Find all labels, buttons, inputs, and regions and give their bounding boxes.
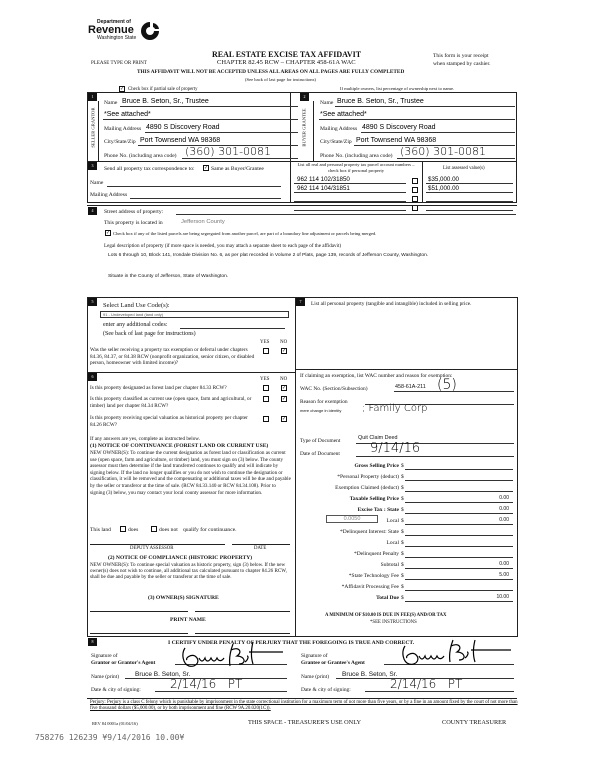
section-number: 2 — [300, 93, 309, 101]
currency-symbol: $ — [401, 562, 404, 568]
assessed-value: $35,000.00 — [428, 176, 459, 183]
wac-input[interactable]: 458-61A-211 — [395, 384, 426, 390]
tax-row-value: 10.00 — [496, 594, 509, 600]
treasurer-space-label: THIS SPACE - TREASURER'S USE ONLY — [248, 719, 361, 726]
tax-row-input[interactable] — [405, 495, 513, 503]
document-type-label: Type of Document — [300, 438, 341, 444]
located-in-label: This property is located in — [104, 220, 163, 226]
does-checkbox[interactable] — [120, 526, 126, 532]
tax-row-label: Gross Selling Price — [354, 463, 399, 469]
section-number: 7 — [296, 298, 305, 306]
deputy-assessor-label: DEPUTY ASSESSOR — [130, 546, 174, 551]
forest-no-checkbox[interactable]: ✓ — [282, 386, 287, 391]
tax-row-value: 5.00 — [499, 572, 509, 578]
buyer-see-attached[interactable]: *See attached* — [320, 111, 367, 118]
historic-no-checkbox[interactable]: ✓ — [282, 417, 287, 422]
label: Phone No. (including area code) — [104, 153, 177, 159]
legal-description-label: Legal description of property (if more space is needed, you may attach a separate sheet to each page of the affidavit) — [104, 243, 342, 249]
buyer-city-state-zip[interactable]: Port Townsend WA 98368 — [356, 137, 437, 144]
tax-row-label: *Personal Property (deduct) — [337, 474, 399, 480]
label: Name — [320, 100, 334, 106]
seller-name[interactable]: Bruce B. Seton, Sr., Trustee — [122, 98, 209, 105]
buyer-mailing-address[interactable]: 4890 S Discovery Road — [362, 124, 436, 131]
tax-row-input[interactable] — [405, 484, 513, 492]
current-use-no-checkbox[interactable]: ✓ — [282, 397, 287, 402]
parcel-number-input[interactable] — [294, 185, 406, 193]
personal-property-label: List all personal property (tangible and intangible) included in selling price. — [311, 301, 472, 307]
tax-row-input[interactable] — [405, 473, 513, 481]
assessed-value-header: List assessed value(s) — [443, 166, 485, 171]
additional-codes-input[interactable] — [180, 321, 285, 329]
notice-compliance-text: NEW OWNER(S): To continue special valuation as historic property, sign (3) below. If the new owner(s) does not wish to continue, all additional tax calculated pursuant to chapter 84.26 RCW, shall be due and payable by the seller or transferor at the time of sale. — [90, 562, 287, 580]
exemption-no-checkbox[interactable]: ✓ — [282, 349, 287, 354]
currency-symbol: $ — [401, 551, 404, 557]
partial-sale-label: Check box if partial sale of property — [128, 87, 198, 92]
personal-property-checkbox[interactable] — [412, 196, 418, 202]
logo-state: Washington State — [97, 35, 137, 41]
label: Grantor or Grantor's Agent — [91, 660, 156, 666]
reason-label: Reason for exemption — [300, 399, 348, 405]
land-use-label: Select Land Use Code(s): — [103, 302, 170, 309]
logo-dept: Department of — [97, 19, 131, 25]
tax-row-value — [509, 484, 513, 490]
exemption-label: If claiming an exemption, list WAC number and reason for exemption: — [300, 373, 453, 379]
if-any-note: If any answers are yes, complete as instructed below. — [90, 436, 201, 442]
tax-row-value — [509, 473, 513, 479]
multiple-owners-note: If multiple owners, list percentage of ownership next to name. — [340, 86, 455, 91]
label: Name — [104, 100, 118, 106]
currency-symbol: $ — [401, 463, 404, 469]
tax-row-value: 0.00 — [499, 495, 509, 501]
buyer-name[interactable]: Bruce B. Seton, Sr., Trustee — [337, 98, 424, 105]
same-as-buyer-label: Same as Buyer/Grantee — [211, 166, 264, 172]
personal-property-checkbox[interactable] — [412, 178, 418, 184]
grantee-date-city[interactable]: 2/14/16 PT — [390, 677, 463, 691]
label: Mailing Address — [90, 192, 128, 198]
tax-row-label: Local — [386, 540, 399, 546]
parcel-number-input[interactable] — [294, 176, 406, 184]
correspondence-address-input[interactable] — [130, 191, 281, 199]
tax-row-input[interactable] — [405, 550, 513, 558]
tax-row-value — [509, 550, 513, 556]
currency-symbol: $ — [401, 529, 404, 535]
tax-row-label: Exemption Claimed (deduct) — [335, 485, 399, 491]
partial-sale-checkbox[interactable]: ✓ — [120, 87, 125, 92]
tax-row-value — [509, 528, 513, 534]
form-title: REAL ESTATE EXCISE TAX AFFIDAVIT — [212, 50, 362, 59]
tax-row-label: *Delinquent Interest: State — [340, 529, 399, 535]
notice-continuance-title: (1) NOTICE OF CONTINUANCE (FOREST LAND OR CURRENT USE) — [90, 443, 269, 449]
document-date-input[interactable]: 9/14/16 — [370, 441, 421, 456]
form-revision: REV 84 0001a (01/04/16) — [92, 721, 138, 726]
currency-symbol: $ — [401, 496, 404, 502]
seller-grantor-label: SELLER GRANTOR — [90, 107, 96, 148]
tax-row-input[interactable] — [405, 583, 513, 591]
does-not-checkbox[interactable] — [151, 526, 157, 532]
segregated-label: Check box if any of the listed parcels are being segregated from another parcel, are part of a boundary line adjustment or parcels being merged. — [113, 231, 377, 236]
tax-row-label: *Delinquent Penalty — [353, 551, 399, 557]
label: qualify for continuance. — [183, 527, 237, 533]
section-number: 1 — [88, 93, 97, 101]
tax-row-label: Total Due — [376, 595, 399, 601]
warning-text: THIS AFFIDAVIT WILL NOT BE ACCEPTED UNLESS ALL AREAS ON ALL PAGES ARE FULLY COMPLETED — [137, 69, 405, 75]
tax-row-label: Taxable Selling Price — [349, 496, 399, 502]
tax-row-label: *Affidavit Processing Fee — [341, 584, 399, 590]
grantee-signature — [395, 638, 515, 668]
assessed-value-input[interactable] — [426, 176, 513, 184]
print-name-label: PRINT NAME — [170, 617, 206, 623]
see-back-label: (See back of last page for instructions) — [103, 331, 196, 337]
label: Signature of — [301, 653, 328, 659]
date-label: DATE — [254, 546, 267, 551]
exemption-yes-checkbox[interactable] — [263, 348, 269, 354]
assessed-value-input[interactable] — [426, 194, 513, 202]
currency-symbol: $ — [401, 518, 404, 524]
tax-row-input[interactable] — [405, 517, 513, 525]
currency-symbol: $ — [401, 584, 404, 590]
forest-land-question: Is this property designated as forest land per chapter 84.33 RCW? — [90, 385, 227, 391]
grantor-print-name[interactable]: Bruce B. Seton, Sr. — [135, 671, 191, 678]
section-number: 4 — [88, 207, 97, 215]
tax-row-input[interactable] — [405, 561, 513, 569]
label: Phone No. (including area code) — [320, 153, 393, 159]
section-number: 6 — [88, 373, 97, 381]
correspondence-name-input[interactable] — [107, 179, 281, 187]
please-type: PLEASE TYPE OR PRINT — [91, 61, 147, 66]
section-number: 8 — [88, 638, 97, 646]
minimum-note: A MINIMUM OF $10.00 IS DUE IN FEE(S) AND/OR TAX — [325, 613, 447, 618]
logo-revenue: Revenue — [88, 24, 134, 36]
tax-row-value: 0.00 — [499, 517, 509, 523]
reason-handwritten: ; Family Corp — [362, 403, 428, 414]
label: Mailing Address — [320, 126, 358, 132]
tax-row-input[interactable] — [405, 539, 513, 547]
label: does not — [159, 527, 178, 533]
seller-city-state-zip[interactable]: Port Townsend WA 98368 — [140, 137, 221, 144]
wac-label: WAC No. (Section/Subsection) — [300, 386, 368, 392]
current-use-yes-checkbox[interactable] — [263, 396, 269, 402]
owner-signature-label: (3) OWNER(S) SIGNATURE — [148, 595, 219, 601]
label: does — [128, 527, 139, 533]
currency-symbol: $ — [401, 507, 404, 513]
tax-row-input[interactable] — [405, 572, 513, 580]
buyer-phone[interactable]: (360) 301-0081 — [400, 145, 487, 158]
land-use-select[interactable]: 91 - Undeveloped land (land only) — [100, 311, 289, 318]
yes-header: YES — [260, 377, 270, 382]
notice-compliance-title: (2) NOTICE OF COMPLIANCE (HISTORIC PROPERTY) — [108, 555, 253, 561]
receipt-note-2: when stamped by cashier. — [433, 61, 491, 67]
tax-row-value: 0.00 — [499, 561, 509, 567]
segregated-checkbox[interactable]: ✓ — [106, 231, 111, 236]
certify-statement: I CERTIFY UNDER PENALTY OF PERJURY THAT THE FOREGOING IS TRUE AND CORRECT. — [168, 640, 415, 646]
receipt-note-1: This form is your receipt — [433, 53, 489, 59]
seller-see-attached[interactable]: *See attached* — [104, 111, 151, 118]
label: Name (print) — [91, 674, 119, 680]
yes-header: YES — [260, 340, 270, 345]
forest-yes-checkbox[interactable] — [263, 385, 269, 391]
section-number: 3 — [88, 162, 97, 170]
tax-row-value — [509, 583, 513, 589]
historic-question: Is this property receiving special valuation as historical property per chapter 84.26 RCW? — [90, 415, 248, 428]
label: Name — [90, 180, 104, 186]
seller-phone[interactable]: (360) 301-0081 — [185, 145, 272, 158]
tax-row-label: Excise Tax : State — [357, 507, 399, 513]
tax-row-input[interactable] — [405, 506, 513, 514]
parcel-header: List all real and personal property tax parcel account numbers – check box if personal property — [297, 162, 415, 173]
label: Name (print) — [301, 674, 329, 680]
revenue-swirl-icon — [139, 20, 161, 42]
tax-row-value — [509, 539, 513, 545]
tax-row-value: 0.00 — [499, 506, 509, 512]
assessed-value-input[interactable] — [426, 185, 513, 193]
currency-symbol: $ — [401, 540, 404, 546]
tax-row-input[interactable] — [405, 528, 513, 536]
parcel-number-input[interactable] — [294, 194, 406, 202]
grantor-signature — [175, 640, 285, 670]
street-address-label: Street address of property: — [104, 209, 164, 215]
label: Mailing Address — [104, 126, 142, 132]
logo — [88, 19, 136, 41]
label: Signature of — [91, 653, 118, 659]
no-header: NO — [280, 340, 288, 345]
no-header: NO — [280, 377, 288, 382]
parcel-number: 962 114 104/31851 — [297, 185, 350, 192]
currency-symbol: $ — [401, 485, 404, 491]
perjury-notice: Perjury: Perjury is a class C felony which is punishable by imprisonment in the state correctional institution for a maximum term of not more than five years, or by a fine in an amount fixed by the court of not more than five thousand dollars ($5,000.00), or by both imprisonment and fine (RCW 9A.20.020(1C)). — [90, 700, 518, 712]
same-as-buyer-checkbox[interactable]: ✓ — [204, 166, 209, 171]
additional-codes-label: enter any additional codes: — [103, 322, 168, 328]
street-address-input[interactable] — [176, 207, 516, 215]
document-type-input[interactable]: Quit Claim Deed — [358, 435, 398, 441]
section-number: 5 — [88, 298, 97, 306]
label: Date & city of signing: — [91, 687, 141, 693]
seller-mailing-address[interactable]: 4890 S Discovery Road — [146, 124, 220, 131]
legal-description-text[interactable]: Lots 6 through 10, Block 141, Irondale Division No. 6, as per plat recorded in Volume 2 of Plats, page 139, records of Jefferson County, Washington. — [108, 253, 429, 258]
see-back-note: (See back of last page for instructions) — [245, 77, 316, 82]
label: This land — [90, 527, 111, 533]
historic-yes-checkbox[interactable] — [263, 416, 269, 422]
reason-input[interactable]: mere change in identity — [300, 408, 342, 413]
tax-row-label: *State Technology Fee — [348, 573, 399, 579]
tax-row-label: Local — [386, 518, 399, 524]
see-instructions: *SEE INSTRUCTIONS — [370, 620, 417, 625]
county-value[interactable]: Jefferson County — [181, 219, 225, 225]
grantor-date-city[interactable]: 2/14/16 PT — [170, 677, 243, 691]
parcel-number: 962 114 102/31850 — [297, 176, 350, 183]
notice-continuance-text: NEW OWNER(S): To continue the current designation as forest land or classification as current use (open space, farm and agriculture, or timber) land, you must sign on (3) below. The county assessor must then determine if the land transferred continues to qualify and will indicate by signing below. If the land no longer qualifies or you do not wish to continue the designation or classification, it will be removed and the compensating or additional taxes will be due and payable by the seller or transferor at the time of sale. (RCW 84.33.140 or RCW 84.34.108). Prior to signing (3) below, you may contact your local county assessor for more information. — [90, 450, 291, 496]
currency-symbol: $ — [401, 573, 404, 579]
current-use-question: Is this property classified as current use (open space, farm and agricultural, or timber) land per chapter 84.34 RCW? — [90, 396, 252, 409]
assessed-value: $51,000.00 — [428, 185, 459, 192]
exemption-question: Was the seller receiving a property tax exemption or deferral under chapters 84.36, 84.37, or 84.38 RCW (nonprofit organization, senior citizen, or disabled person, homeowner with limited income)? — [90, 347, 255, 366]
tax-row-value — [509, 462, 513, 468]
send-correspondence-label: Send all property tax correspondence to: — [104, 166, 195, 172]
label: Grantee or Grantee's Agent — [301, 660, 365, 666]
label: City/State/Zip — [104, 139, 136, 145]
document-date-label: Date of Document — [300, 451, 340, 457]
tax-row-label: Subtotal — [380, 562, 399, 568]
personal-property-checkbox[interactable] — [412, 187, 418, 193]
county-treasurer-label: COUNTY TREASURER — [442, 719, 507, 726]
grantee-print-name[interactable]: Bruce B. Seton, Sr. — [342, 671, 398, 678]
wac-handwritten: (5) — [437, 377, 457, 393]
currency-symbol: $ — [401, 474, 404, 480]
assessed-value — [426, 194, 428, 201]
legal-description-situate[interactable]: Situate in the County of Jefferson, State of Washington. — [108, 274, 229, 279]
form-chapter: CHAPTER 82.45 RCW – CHAPTER 458-61A WAC — [217, 59, 356, 66]
local-rate-input[interactable]: 0.0050 — [326, 515, 378, 523]
currency-symbol: $ — [401, 595, 404, 601]
tax-row-input[interactable] — [405, 594, 513, 602]
label: City/State/Zip — [320, 139, 352, 145]
parcel-number — [294, 194, 297, 201]
buyer-grantee-label: BUYER GRANTEE — [301, 108, 307, 147]
tax-row-input[interactable] — [405, 462, 513, 470]
label: Date & city of signing: — [301, 687, 351, 693]
cashier-stamp: 758276 126239 ¥9/14/2016 10.00¥ — [35, 733, 185, 742]
